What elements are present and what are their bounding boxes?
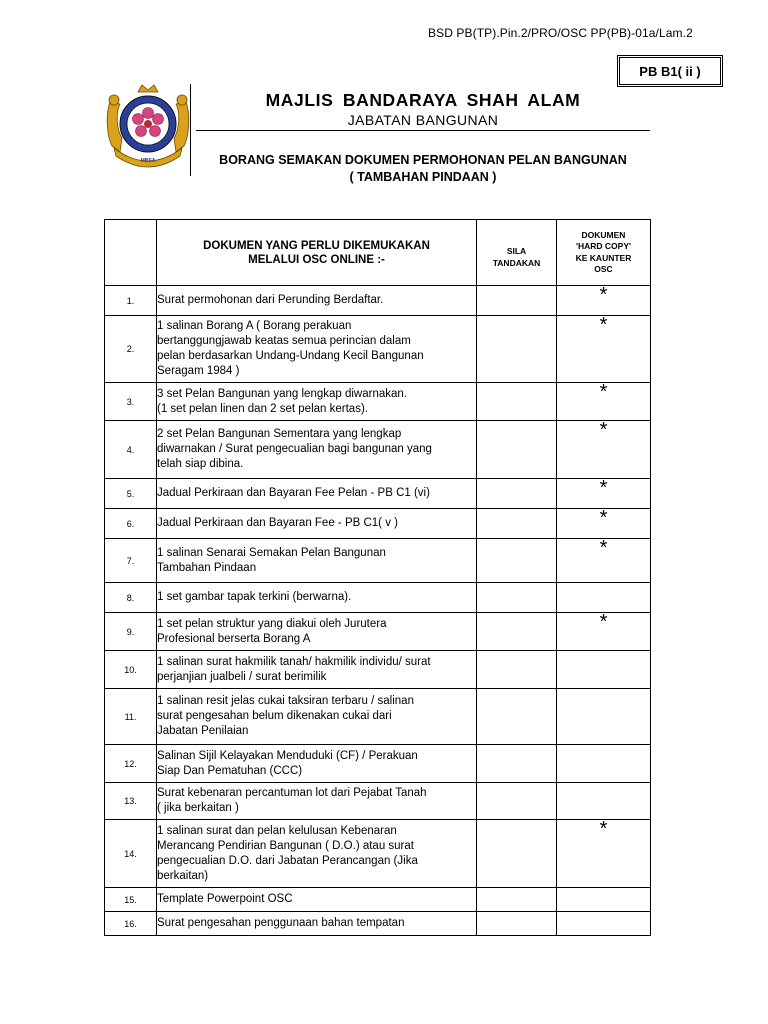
- row-checkbox-cell[interactable]: [477, 613, 557, 651]
- row-hard-copy-mark: [557, 651, 651, 689]
- row-document-description: Salinan Sijil Kelayakan Menduduki (CF) / Perakuan Siap Dan Pematuhan (CCC): [157, 745, 477, 783]
- department-name: JABATAN BANGUNAN: [347, 112, 499, 128]
- row-number: 11.: [105, 689, 157, 745]
- row-document-description: Jadual Perkiraan dan Bayaran Fee - PB C1( v ): [157, 509, 477, 539]
- logo-text: MBSA: [140, 158, 156, 164]
- row-document-description: 1 salinan surat dan pelan kelulusan Kebenaran Merancang Pendirian Bangunan ( D.O.) atau surat pengecualian D.O. dari Jabatan Perancangan (Jika berkaitan): [157, 820, 477, 888]
- row-number: 1.: [105, 286, 157, 316]
- row-document-description: Template Powerpoint OSC: [157, 888, 477, 912]
- document-reference: BSD PB(TP).Pin.2/PRO/OSC PP(PB)-01a/Lam.2: [428, 26, 693, 40]
- table-row: [105, 421, 651, 479]
- crown: [138, 85, 158, 92]
- table-row: [105, 286, 651, 316]
- row-hard-copy-mark: *: [557, 539, 651, 583]
- council-crest-logo: [104, 82, 192, 172]
- row-hard-copy-mark: *: [557, 509, 651, 539]
- table-row: [105, 613, 651, 651]
- row-hard-copy-mark: *: [557, 479, 651, 509]
- table-row: [105, 539, 651, 583]
- row-hard-copy-mark: *: [557, 613, 651, 651]
- row-checkbox-cell[interactable]: [477, 820, 557, 888]
- form-title-line2: ( TAMBAHAN PINDAAN ): [349, 170, 497, 184]
- table-row: [105, 651, 651, 689]
- row-checkbox-cell[interactable]: [477, 912, 557, 936]
- row-checkbox-cell[interactable]: [477, 421, 557, 479]
- table-row: [105, 316, 651, 383]
- row-hard-copy-mark: *: [557, 421, 651, 479]
- row-document-description: 1 salinan Borang A ( Borang perakuan bertanggungjawab keatas semua perincian dalam pelan berdasarkan Undang-Undang Kecil Bangunan Seragam 1984 ): [157, 316, 477, 383]
- row-document-description: Surat pengesahan penggunaan bahan tempatan: [157, 912, 477, 936]
- table-row: [105, 783, 651, 820]
- row-document-description: 1 set pelan struktur yang diakui oleh Jurutera Profesional berserta Borang A: [157, 613, 477, 651]
- row-document-description: 1 set gambar tapak terkini (berwarna).: [157, 583, 477, 613]
- row-checkbox-cell[interactable]: [477, 479, 557, 509]
- row-document-description: 1 salinan surat hakmilik tanah/ hakmilik individu/ surat perjanjian jualbeli / surat berimilik: [157, 651, 477, 689]
- row-checkbox-cell[interactable]: [477, 651, 557, 689]
- form-code: PB B1( ii ): [639, 63, 701, 79]
- row-hard-copy-mark: *: [557, 316, 651, 383]
- form-code-box: [617, 55, 723, 87]
- table-row: [105, 689, 651, 745]
- form-title-line1: BORANG SEMAKAN DOKUMEN PERMOHONAN PELAN BANGUNAN: [219, 153, 627, 167]
- row-hard-copy-mark: [557, 583, 651, 613]
- row-checkbox-cell[interactable]: [477, 583, 557, 613]
- row-number: 4.: [105, 421, 157, 479]
- row-hard-copy-mark: [557, 783, 651, 820]
- header-number-cell: [105, 220, 157, 286]
- header-hard-copy: DOKUMEN 'HARD COPY' KE KAUNTER OSC: [557, 220, 651, 286]
- organization-name: MAJLIS BANDARAYA SHAH ALAM: [265, 90, 581, 110]
- row-checkbox-cell[interactable]: [477, 316, 557, 383]
- row-document-description: Surat permohonan dari Perunding Berdaftar.: [157, 286, 477, 316]
- form-title: [196, 152, 650, 186]
- row-checkbox-cell[interactable]: [477, 783, 557, 820]
- row-hard-copy-mark: [557, 888, 651, 912]
- row-number: 9.: [105, 613, 157, 651]
- table-row: [105, 912, 651, 936]
- row-hard-copy-mark: [557, 745, 651, 783]
- row-document-description: 2 set Pelan Bangunan Sementara yang lengkap diwarnakan / Surat pengecualian bagi bangunan yang telah siap dibina.: [157, 421, 477, 479]
- row-checkbox-cell[interactable]: [477, 539, 557, 583]
- row-checkbox-cell[interactable]: [477, 689, 557, 745]
- header-rule: [196, 130, 650, 131]
- row-checkbox-cell[interactable]: [477, 286, 557, 316]
- row-number: 12.: [105, 745, 157, 783]
- table-row: [105, 479, 651, 509]
- row-number: 3.: [105, 383, 157, 421]
- row-number: 7.: [105, 539, 157, 583]
- document-checklist-table: [104, 219, 651, 936]
- row-hard-copy-mark: *: [557, 383, 651, 421]
- table-row: [105, 509, 651, 539]
- row-number: 15.: [105, 888, 157, 912]
- row-checkbox-cell[interactable]: [477, 509, 557, 539]
- row-hard-copy-mark: [557, 689, 651, 745]
- table-row: [105, 888, 651, 912]
- row-number: 14.: [105, 820, 157, 888]
- row-document-description: 1 salinan resit jelas cukai taksiran terbaru / salinan surat pengesahan belum dikenakan cukai dari Jabatan Penilaian: [157, 689, 477, 745]
- header-mark-here: SILA TANDAKAN: [477, 220, 557, 286]
- row-number: 2.: [105, 316, 157, 383]
- row-number: 16.: [105, 912, 157, 936]
- header-divider: [190, 84, 191, 176]
- row-document-description: Surat kebenaran percantuman lot dari Pejabat Tanah ( jika berkaitan ): [157, 783, 477, 820]
- row-checkbox-cell[interactable]: [477, 888, 557, 912]
- row-hard-copy-mark: *: [557, 820, 651, 888]
- table-row: [105, 820, 651, 888]
- table-row: [105, 745, 651, 783]
- row-checkbox-cell[interactable]: [477, 745, 557, 783]
- row-hard-copy-mark: [557, 912, 651, 936]
- row-number: 10.: [105, 651, 157, 689]
- row-number: 8.: [105, 583, 157, 613]
- header-documents: DOKUMEN YANG PERLU DIKEMUKAKAN MELALUI OSC ONLINE :-: [157, 220, 477, 286]
- row-document-description: Jadual Perkiraan dan Bayaran Fee Pelan - PB C1 (vi): [157, 479, 477, 509]
- row-hard-copy-mark: *: [557, 286, 651, 316]
- table-header-row: [105, 220, 651, 286]
- row-checkbox-cell[interactable]: [477, 383, 557, 421]
- table-row: [105, 583, 651, 613]
- row-number: 6.: [105, 509, 157, 539]
- row-number: 5.: [105, 479, 157, 509]
- row-document-description: 1 salinan Senarai Semakan Pelan Bangunan Tambahan Pindaan: [157, 539, 477, 583]
- table-row: [105, 383, 651, 421]
- row-number: 13.: [105, 783, 157, 820]
- row-document-description: 3 set Pelan Bangunan yang lengkap diwarnakan. (1 set pelan linen dan 2 set pelan kertas).: [157, 383, 477, 421]
